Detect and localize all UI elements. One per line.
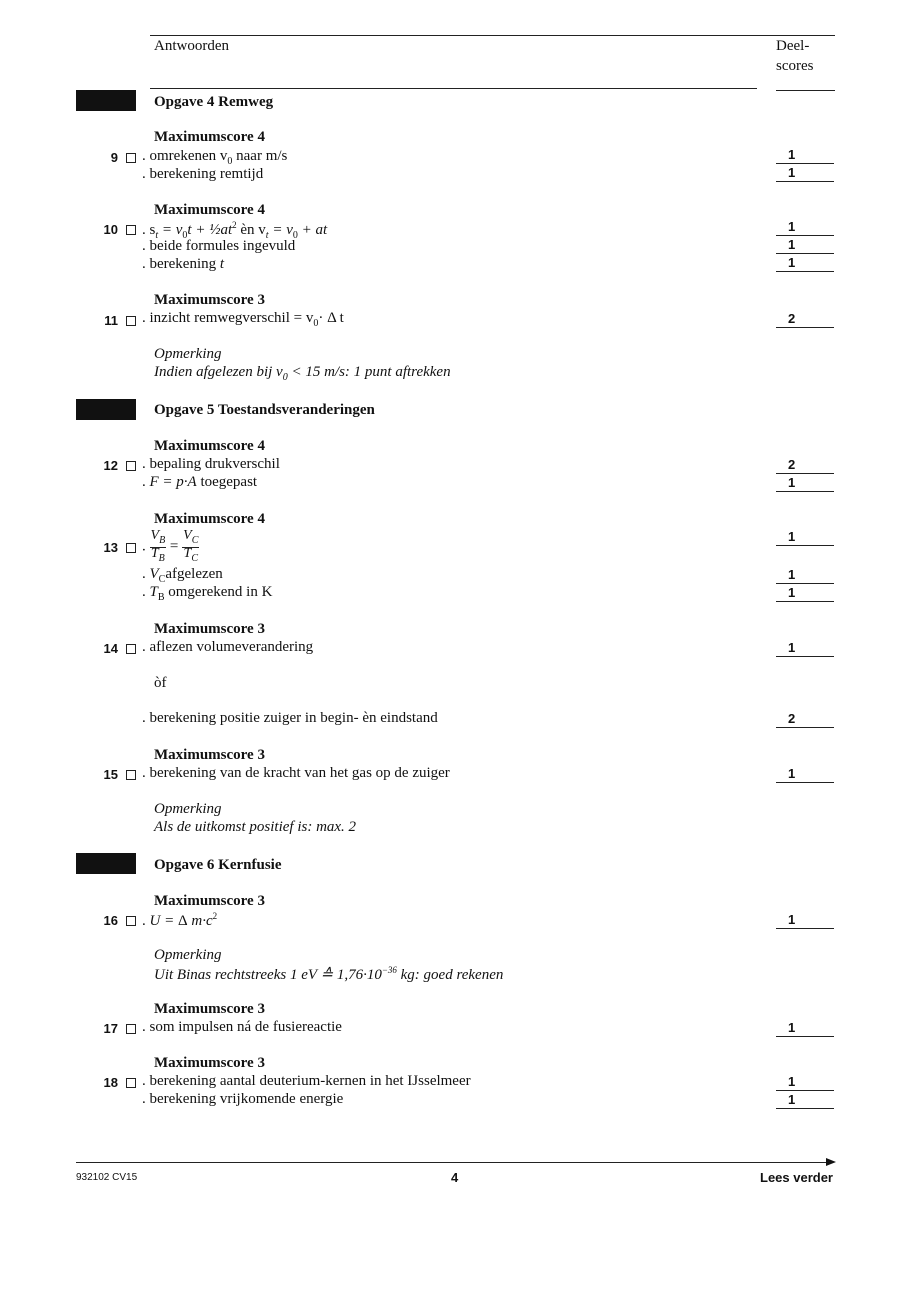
section-marker: [76, 853, 136, 874]
fraction-vc-tc: $\frac{V_C}{T_C}$: [183, 528, 199, 564]
answer-line: . inzicht remwegverschil = $v_0\cdot \Delta$ t: [142, 310, 344, 329]
answer-line: . berekening van de kracht van het gas op de zuiger: [142, 765, 450, 781]
answer-line: . U = Δ $m\cdot c^2$: [142, 911, 218, 929]
header-rule-scores: [776, 90, 835, 91]
checkbox-16[interactable]: [126, 916, 136, 926]
alternative-label: òf: [154, 675, 167, 691]
max-score-label: Maximumscore 3: [154, 1001, 265, 1017]
partial-score: 1: [776, 1021, 834, 1037]
document-code: 932102 CV15: [76, 1172, 138, 1183]
note-title: Opmerking: [154, 801, 222, 817]
partial-score: 1: [776, 166, 834, 182]
answer-line: . beide formules ingevuld: [142, 238, 296, 254]
arrow-right-icon: [826, 1157, 836, 1167]
checkbox-9[interactable]: [126, 153, 136, 163]
continue-label: Lees verder: [760, 1170, 833, 1185]
answer-line: . som impulsen ná de fusiereactie: [142, 1019, 342, 1035]
question-number: 12: [103, 458, 118, 473]
question-number: 14: [103, 641, 118, 656]
footer-rule: [76, 1162, 828, 1163]
partial-score: 1: [776, 1075, 834, 1091]
max-score-label: Maximumscore 4: [154, 129, 265, 145]
note-text: Als de uitkomst positief is: max. 2: [154, 819, 357, 835]
max-score-label: Maximumscore 3: [154, 1055, 265, 1071]
section-marker: [76, 399, 136, 420]
checkbox-12[interactable]: [126, 461, 136, 471]
max-score-label: Maximumscore 3: [154, 747, 265, 763]
checkbox-14[interactable]: [126, 644, 136, 654]
answer-line: . aflezen volumeverandering: [142, 639, 314, 655]
partial-score: 1: [776, 913, 834, 929]
checkbox-15[interactable]: [126, 770, 136, 780]
partial-score: 1: [776, 641, 834, 657]
question-number: 15: [103, 767, 118, 782]
answer-line: . berekening aantal deuterium-kernen in het IJsselmeer: [142, 1073, 471, 1089]
partial-score: 1: [776, 586, 834, 602]
max-score-label: Maximumscore 3: [154, 292, 265, 308]
answer-line: . omrekenen $v_0$ naar m/s: [142, 148, 288, 167]
answer-line: . berekening t: [142, 256, 225, 272]
answer-line: . bepaling drukverschil: [142, 456, 280, 472]
partial-score: 1: [776, 238, 834, 254]
max-score-label: Maximumscore 4: [154, 202, 265, 218]
section-title-5: Opgave 5 Toestandsveranderingen: [154, 402, 375, 418]
scores-heading-1: Deel-: [776, 38, 810, 54]
question-number: 16: [103, 913, 118, 928]
partial-score: 1: [776, 530, 834, 546]
note-text: Indien afgelezen bij $v_0 < 15$ m/s: 1 punt aftrekken: [154, 364, 451, 383]
checkbox-17[interactable]: [126, 1024, 136, 1034]
partial-score: 1: [776, 148, 834, 164]
header-rule: [150, 88, 757, 89]
fraction-vb-tb: $\frac{V_B}{T_B}$: [150, 528, 166, 564]
question-number: 17: [103, 1021, 118, 1036]
answer-line: . $s_t = v_0t$ + $\frac{1}{2}at^2$ èn $v_t = v_0$ + at: [142, 220, 328, 241]
checkbox-10[interactable]: [126, 225, 136, 235]
answer-line: . $V_Cafgelezen$: [142, 566, 223, 585]
page-number: 4: [451, 1170, 459, 1185]
max-score-label: Maximumscore 4: [154, 511, 265, 527]
section-title-6: Opgave 6 Kernfusie: [154, 857, 282, 873]
partial-score: 2: [776, 458, 834, 474]
answer-line: . $T_B$ omgerekend in K: [142, 584, 273, 603]
gas-law-formula: . $\frac{V_B}{T_B}$ = $\frac{V_C}{T_C}$: [142, 528, 199, 564]
question-number: 9: [110, 150, 118, 165]
checkbox-18[interactable]: [126, 1078, 136, 1088]
partial-score: 1: [776, 767, 834, 783]
partial-score: 1: [776, 476, 834, 492]
note-title: Opmerking: [154, 346, 222, 362]
partial-score: 2: [776, 712, 834, 728]
note-title: Opmerking: [154, 947, 222, 963]
answers-heading: Antwoorden: [154, 38, 229, 54]
partial-score: 2: [776, 312, 834, 328]
answer-line: . berekening positie zuiger in begin- èn eindstand: [142, 710, 438, 726]
checkbox-11[interactable]: [126, 316, 136, 326]
question-number: 11: [104, 313, 118, 328]
max-score-label: Maximumscore 4: [154, 438, 265, 454]
top-rule: [150, 35, 835, 36]
partial-score: 1: [776, 256, 834, 272]
checkbox-13[interactable]: [126, 543, 136, 553]
note-text: Uit Binas rechtstreeks 1 eV ≙ $1,76\cdot 10^{-36}$ kg: goed rekenen: [154, 965, 504, 983]
partial-score: 1: [776, 1093, 834, 1109]
answer-line: . berekening vrijkomende energie: [142, 1091, 344, 1107]
question-number: 10: [103, 222, 118, 237]
partial-score: 1: [776, 220, 834, 236]
question-number: 13: [103, 540, 118, 555]
answer-line: . F = p·A toegepast: [142, 474, 258, 490]
section-marker: [76, 90, 136, 111]
max-score-label: Maximumscore 3: [154, 893, 265, 909]
question-number: 18: [103, 1075, 118, 1090]
section-title-4: Opgave 4 Remweg: [154, 94, 274, 110]
partial-score: 1: [776, 568, 834, 584]
answer-line: . berekening remtijd: [142, 166, 264, 182]
max-score-label: Maximumscore 3: [154, 621, 265, 637]
scores-heading-2: scores: [776, 58, 814, 74]
